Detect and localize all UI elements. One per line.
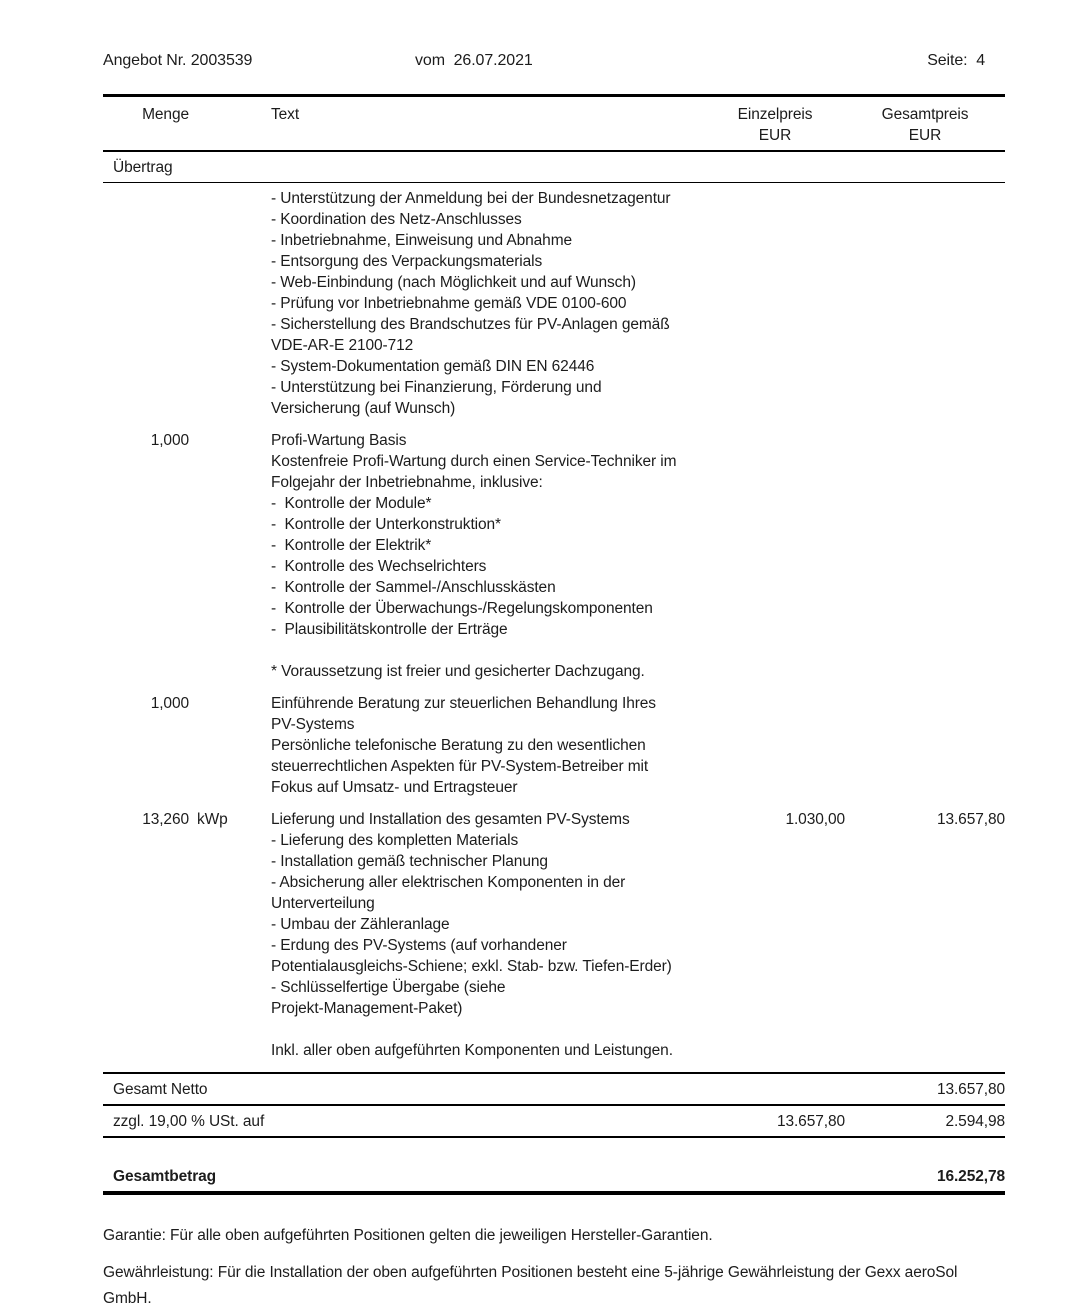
text-line: - System-Dokumentation gemäß DIN EN 62446 [271,358,595,375]
net-total-value: 13.657,80 [936,1081,1005,1098]
vat-label: zzgl. 19,00 % USt. auf [113,1113,265,1130]
text-line: Unterverteilung [271,895,375,912]
total-row-grand [103,1162,1005,1195]
text-cell [233,430,705,682]
text-line: - Plausibilitätskontrolle der Erträge [271,621,508,638]
text-line: - Absicherung aller elektrischen Komponenten in der [271,874,626,891]
text-line: - Unterstützung der Anmeldung bei der Bundesnetzagentur [271,190,671,207]
text-line: - Prüfung vor Inbetriebnahme gemäß VDE 0100-600 [271,295,627,312]
column-header-gesamtpreis [845,104,1005,146]
text-line: Einführende Beratung zur steuerlichen Behandlung Ihres [271,695,656,712]
column-header-menge: Menge [142,106,189,123]
text-line: - Kontrolle der Unterkonstruktion* [271,516,501,533]
table-row [103,693,1005,798]
text-line: Kostenfreie Profi-Wartung durch einen Service-Techniker im [271,453,677,470]
text-line: - Schlüsselfertige Übergabe (siehe [271,979,506,996]
text-line: - Installation gemäß technischer Planung [271,853,548,870]
text-line: - Kontrolle der Module* [271,495,432,512]
gesamtpreis-label: Gesamtpreis [881,106,969,123]
table-header-row [103,97,1005,152]
doc-number: Angebot Nr. 2003539 [103,52,253,69]
unit-cell: kWp [197,811,228,828]
text-cell [233,809,705,1061]
text-cell [233,188,705,419]
text-line: Profi-Wartung Basis [271,432,407,449]
text-line: - Sicherstellung des Brandschutzes für PV-Anlagen gemäß [271,316,670,333]
einzelpreis-currency: EUR [758,127,792,144]
warranty-note: Garantie: Für alle oben aufgeführten Positionen gelten die jeweiligen Hersteller-Garantien. [103,1227,713,1244]
text-line: VDE-AR-E 2100-712 [271,337,414,354]
page-header [103,0,1005,73]
table-row [103,809,1005,1061]
text-line: Potentialausgleichs-Schiene; exkl. Stab- bzw. Tiefen-Erder) [271,958,672,975]
column-header-einzelpreis [705,104,845,146]
line-items [103,183,1005,1061]
page-number: Seite: 4 [927,52,985,69]
unit-price-cell: 1.030,00 [785,811,845,828]
vat-value: 2.594,98 [945,1113,1005,1130]
text-line: - Kontrolle der Überwachungs-/Regelungskomponenten [271,600,653,617]
grand-total-value: 16.252,78 [936,1168,1005,1185]
text-line: * Voraussetzung ist freier und gesicherter Dachzugang. [271,663,645,680]
net-total-label: Gesamt Netto [113,1081,208,1098]
doc-date: vom 26.07.2021 [415,52,533,69]
quantity-cell: 1,000 [150,432,189,449]
text-line: Versicherung (auf Wunsch) [271,400,456,417]
text-line: - Kontrolle der Elektrik* [271,537,432,554]
document-page [103,0,1005,1312]
text-line: - Koordination des Netz-Anschlusses [271,211,522,228]
gesamtpreis-currency: EUR [908,127,942,144]
text-line: Inkl. aller oben aufgeführten Komponenten und Leistungen. [271,1042,673,1059]
text-line: - Web-Einbindung (nach Möglichkeit und auf Wunsch) [271,274,636,291]
total-row-net [103,1074,1005,1106]
total-row-vat [103,1106,1005,1138]
quantity-cell: 13,260 [142,811,189,828]
text-line: Projekt-Management-Paket) [271,1000,463,1017]
einzelpreis-label: Einzelpreis [737,106,813,123]
text-line: Persönliche telefonische Beratung zu den wesentlichen [271,737,646,754]
text-line: Fokus auf Umsatz- und Ertragsteuer [271,779,518,796]
text-line: steuerrechtlichen Aspekten für PV-System-Betreiber mit [271,758,649,775]
text-line: - Erdung des PV-Systems (auf vorhandener [271,937,567,954]
text-line [271,640,705,661]
text-line: - Unterstützung bei Finanzierung, Förderung und [271,379,602,396]
text-line: - Kontrolle des Wechselrichters [271,558,487,575]
quantity-cell: 1,000 [150,695,189,712]
vat-base-value: 13.657,80 [776,1113,845,1130]
text-cell [233,693,705,798]
text-line: - Umbau der Zähleranlage [271,916,450,933]
text-line: - Entsorgung des Verpackungsmaterials [271,253,543,270]
guarantee-note: Gewährleistung: Für die Installation der oben aufgeführten Positionen besteht eine 5-jährige Gewährleistung der Gexx aeroSol GmbH. [103,1264,958,1307]
text-line [271,1019,705,1040]
table-row [103,188,1005,419]
total-price-cell: 13.657,80 [936,811,1005,828]
text-line: PV-Systems [271,716,355,733]
text-line: Lieferung und Installation des gesamten PV-Systems [271,811,630,828]
text-line: - Lieferung des kompletten Materials [271,832,519,849]
carryover-row: Übertrag [103,152,1005,183]
text-line: - Inbetriebnahme, Einweisung und Abnahme [271,232,573,249]
text-line: - Kontrolle der Sammel-/Anschlusskästen [271,579,556,596]
column-header-text: Text [271,106,300,123]
table-row [103,430,1005,682]
text-line: Folgejahr der Inbetriebnahme, inklusive: [271,474,543,491]
grand-total-label: Gesamtbetrag [113,1168,217,1185]
